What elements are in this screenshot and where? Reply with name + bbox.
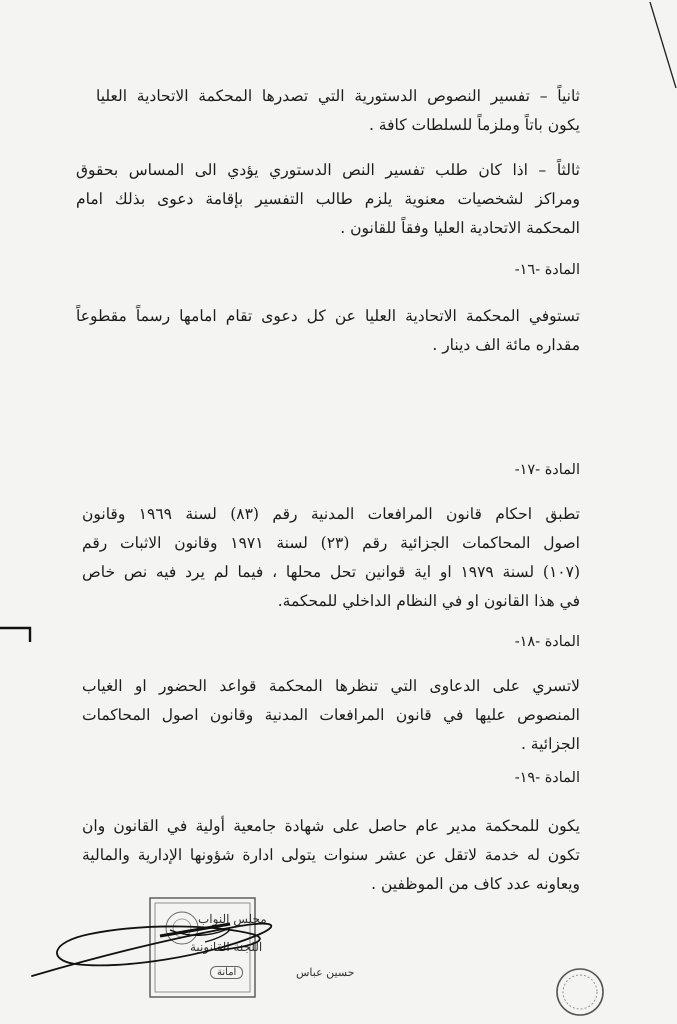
- paragraph-line: مقداره مائة الف دينار .: [432, 336, 580, 354]
- article-17-body: [82, 500, 580, 616]
- stamp-line-2: اللجنة القانونية: [190, 940, 263, 954]
- paragraph-line: تكون له خدمة لاتقل عن عشر سنوات يتولى ادارة شؤونها الإدارية والمالية: [82, 846, 580, 864]
- paragraph-line: المنصوص عليها في قانون المرافعات المدنية وقانون اصول المحاكمات: [82, 706, 580, 724]
- article-19-heading: المادة -١٩-: [514, 770, 580, 786]
- paragraph-line: يكون باتاً وملزماً للسلطات كافة .: [368, 116, 580, 134]
- paragraph-line: تطبق احكام قانون المرافعات المدنية رقم (٨٣) لسنة ١٩٦٩ وقانون: [82, 505, 580, 523]
- article-18-body: [82, 672, 580, 759]
- stamp-line-1: مجلس النواب: [198, 912, 267, 926]
- article-19-body: [82, 812, 580, 899]
- paragraph-line: لاتسري على الدعاوى التي تنظرها المحكمة قواعد الحضور او الغياب: [82, 677, 580, 695]
- paragraph-line: المحكمة الاتحادية العليا وفقاً للقانون .: [340, 219, 580, 237]
- paragraph-line: في هذا القانون او في النظام الداخلي للمحكمة.: [277, 592, 580, 610]
- page-edge-line: [640, 0, 677, 90]
- paragraph-line: تستوفي المحكمة الاتحادية العليا عن كل دعوى تقام امامها رسماً مقطوعاً: [76, 307, 580, 325]
- paragraph-line: ثالثاً – اذا كان طلب تفسير النص الدستوري يؤدي الى المساس بحقوق: [76, 161, 580, 179]
- paragraph-line: (١٠٧) لسنة ١٩٧٩ او اية قوانين تحل محلها ، فيما لم يرد فيه نص خاص: [82, 563, 580, 581]
- paragraph-second: [96, 82, 580, 140]
- signature-name: حسين عباس: [296, 966, 355, 979]
- stamp-line-3: امانة: [210, 966, 243, 979]
- paragraph-line: ثانياً – تفسير النصوص الدستورية التي تصدرها المحكمة الاتحادية العليا: [96, 87, 580, 105]
- article-18-heading: المادة -١٨-: [514, 634, 580, 650]
- paragraph-line: الجزائية .: [520, 735, 580, 753]
- round-seal: [554, 966, 606, 1018]
- article-16-body: [76, 302, 580, 360]
- paragraph-third: [76, 156, 580, 243]
- paragraph-line: ويعاونه عدد كاف من الموظفين .: [371, 875, 580, 893]
- signature-scribble: [20, 890, 340, 990]
- paragraph-line: يكون للمحكمة مدير عام حاصل على شهادة جامعية أولية في القانون وان: [82, 817, 580, 835]
- article-16-heading: المادة -١٦-: [514, 262, 580, 278]
- margin-bracket-mark: [0, 618, 40, 648]
- article-17-heading: المادة -١٧-: [514, 462, 580, 478]
- paragraph-line: ومراكز لشخصيات معنوية يلزم طالب التفسير بإقامة دعوى بذلك امام: [76, 190, 580, 208]
- paragraph-line: اصول المحاكمات الجزائية رقم (٢٣) لسنة ١٩٧١ وقانون الاثبات رقم: [82, 534, 580, 552]
